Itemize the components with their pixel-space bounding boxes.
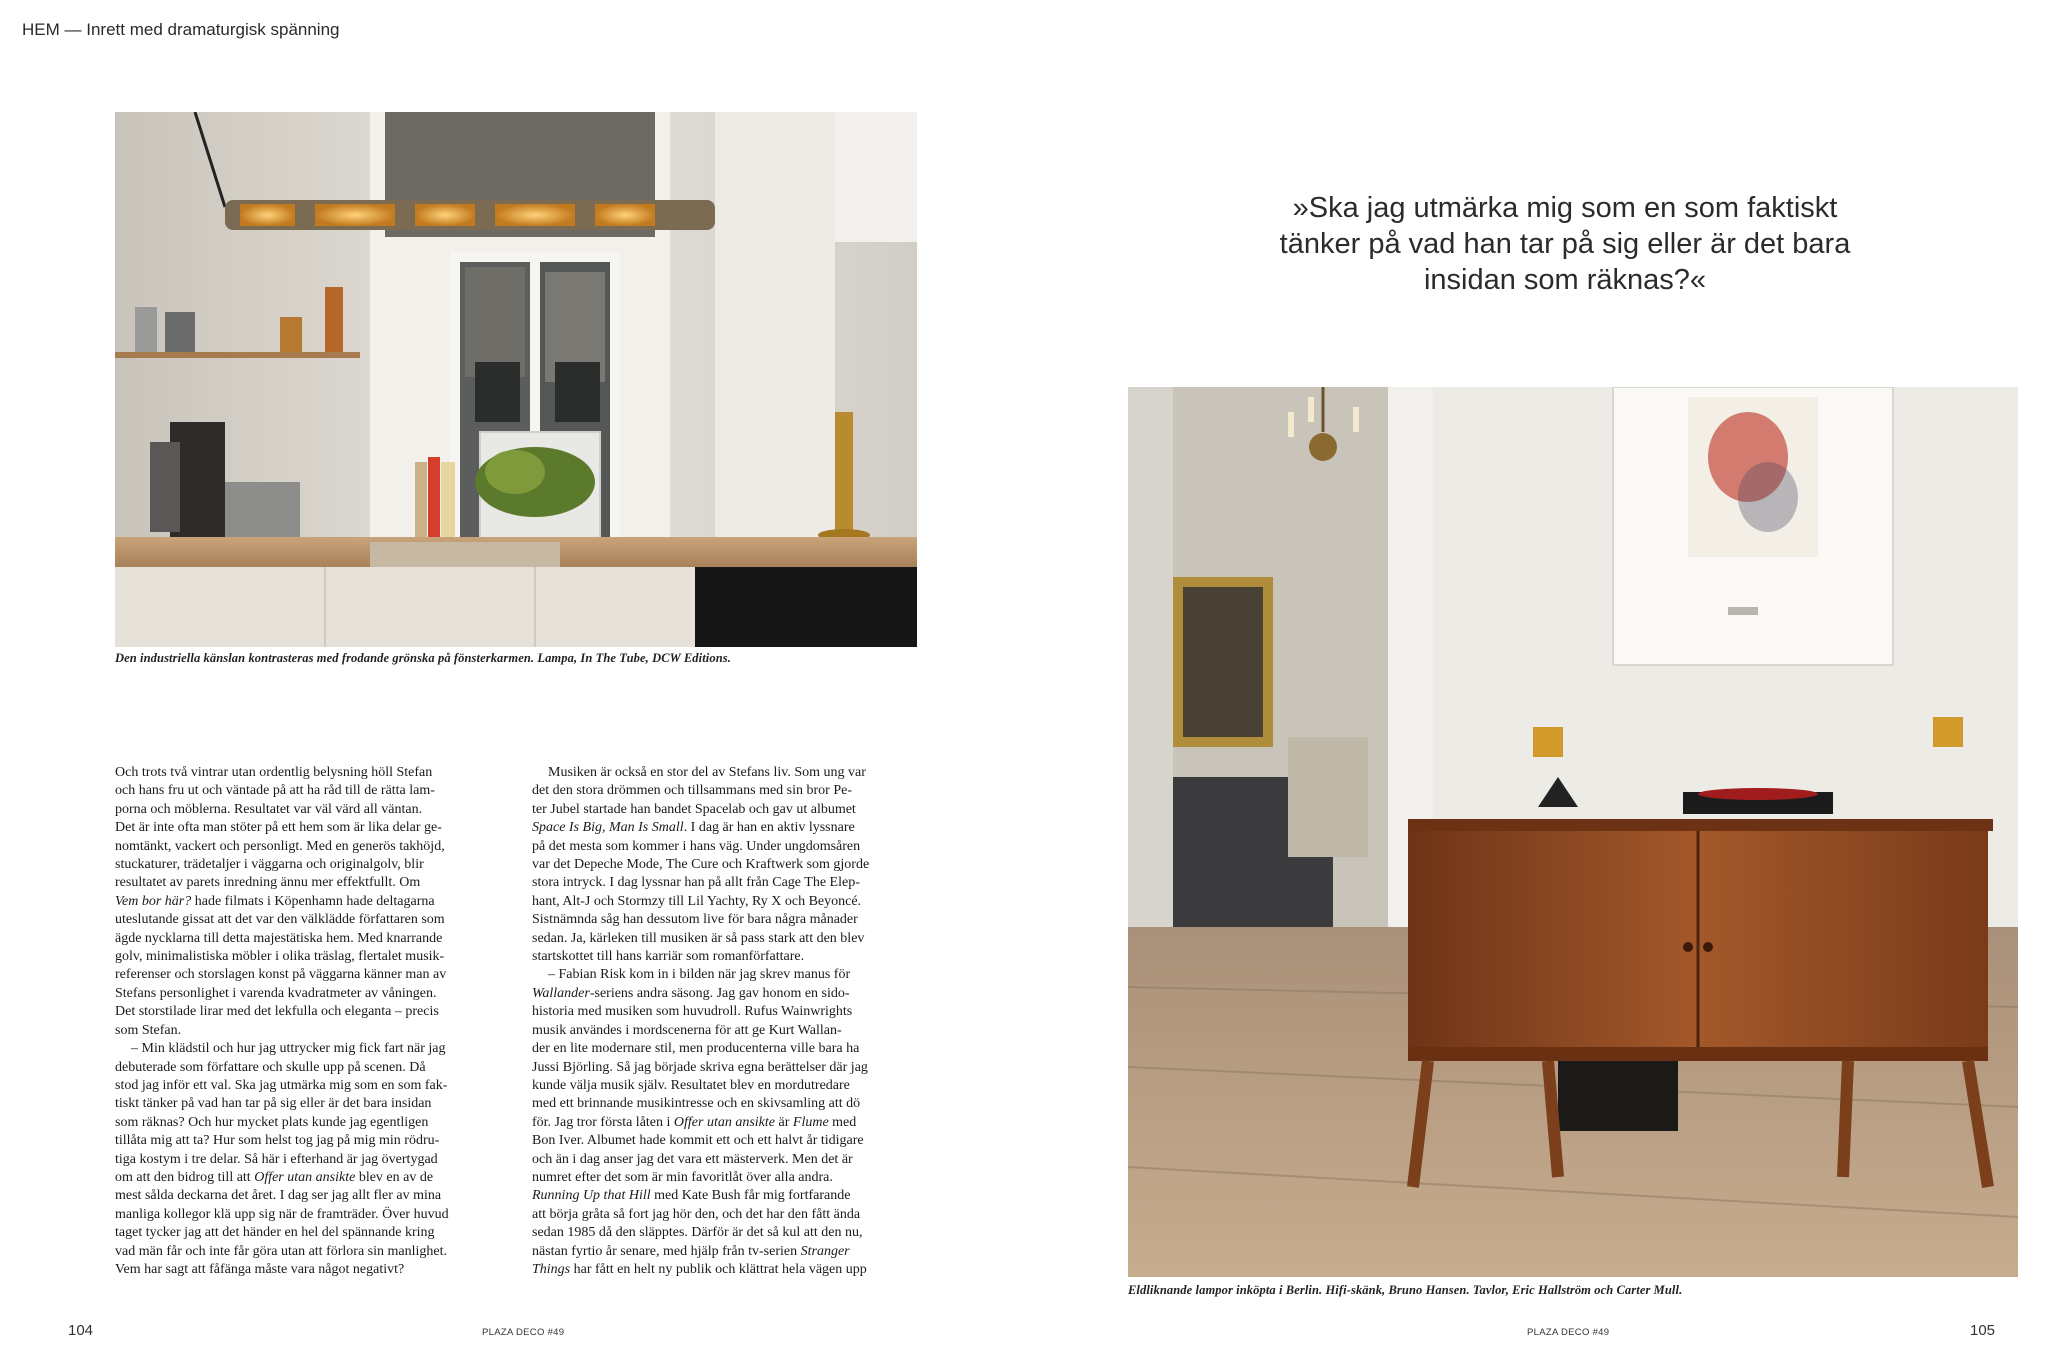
article-line: numret efter det som är min favoritlåt över alla andra. (532, 1169, 833, 1185)
article-line: Wallander-seriens andra säsong. Jag gav honom en sido- (532, 985, 850, 1001)
pull-quote-line: tänker på vad han tar på sig eller är det bara (1279, 228, 1851, 260)
kitchen-photo-caption: Den industriella känslan kontrasteras med frodande grönska på fönsterkarmen. Lampa, In The Tube, DCW Editions. (115, 651, 731, 665)
article-title: Inrett med dramaturgisk spänning (86, 20, 340, 39)
article-line: det den stora drömmen och tillsammans med sin bror Pe- (532, 783, 852, 799)
page-number-left: 104 (68, 1322, 94, 1339)
article-line: startskottet till hans karriär som romanförfattare. (532, 949, 805, 965)
article-line: Bon Iver. Albumet hade kommit ett och ett halvt år tidigare (532, 1133, 864, 1149)
article-line: och hans fru ut och väntade på att ha råd till de rätta lam- (115, 783, 435, 799)
article-line: Jussi Björling. Så jag började skriva egna berättelser där jag (532, 1059, 868, 1075)
article-line: historia med musiken som huvudroll. Rufus Wainwrights (532, 1004, 853, 1020)
article-line: var det Depeche Mode, The Cure och Kraftwerk som gjorde (532, 857, 870, 873)
article-line: nästan fyrtio år senare, med hjälp från tv-serien Stranger (532, 1243, 850, 1259)
article-line: att börja gråta så fort jag hör den, och det har den fått ända (532, 1206, 861, 1222)
article-line: Space Is Big, Man Is Small. I dag är han en aktiv lyssnare (532, 820, 855, 836)
pull-quote-line: »Ska jag utmärka mig som en som faktiskt (1292, 192, 1838, 224)
article-line: sedan. Ja, kärleken till musiken är så pass stark att den blev (532, 930, 865, 946)
article-line: – Min klädstil och hur jag uttrycker mig fick fart när jag (131, 1041, 446, 1057)
article-line: stod jag inför ett val. Ska jag utmärka mig som en som fak- (115, 1077, 448, 1093)
article-line: Things har fått en helt ny publik och klättrat hela vägen upp (532, 1261, 867, 1277)
article-line: om att den bidrog till att Offer utan ansikte blev en av de (115, 1169, 434, 1185)
article-line: tillåta mig att ta? Hur som helst tog jag på mig min rödru- (115, 1133, 440, 1149)
article-line: Och trots två vintrar utan ordentlig belysning höll Stefan (115, 765, 433, 780)
pull-quote-line: insidan som räknas?« (1423, 264, 1707, 296)
article-line: kunde välja musik själv. Resultatet blev en mordutredare (532, 1077, 850, 1093)
article-line: Vem bor här? hade filmats i Köpenhamn hade deltagarna (115, 893, 435, 909)
article-line: mest sålda deckarna det året. I dag ser jag allt fler av mina (115, 1188, 442, 1204)
article-line: som Stefan. (115, 1022, 182, 1038)
pull-quote (1180, 190, 1950, 298)
article-line: taget tycker jag att det händer en hel del spännande kring (115, 1225, 435, 1241)
article-line: manliga kollegor klä upp sig när de framträder. Över huvud (115, 1206, 449, 1222)
article-line: stora intryck. I dag lyssnar han på allt från Cage The Elep- (532, 875, 860, 891)
sideboard-photo-caption: Eldliknande lampor inköpta i Berlin. Hifi-skänk, Bruno Hansen. Tavlor, Eric Hallström och Carter Mull. (1128, 1283, 1683, 1297)
article-column-2 (532, 764, 937, 1279)
article-line: för. Jag tror första låten i Offer utan ansikte är Flume med (532, 1114, 857, 1130)
article-line: porna och möblerna. Resultatet var väl värd all väntan. (115, 801, 423, 817)
article-line: på det mesta som kommer i hans väg. Under ungdomsåren (532, 838, 861, 854)
article-line: resultatet av parets inredning ännu mer effektfullt. Om (115, 875, 421, 891)
article-line: Stefans personlighet i varenda kvadratmeter av våningen. (115, 985, 437, 1001)
article-line: stuckaturer, trädetaljer i väggarna och originalgolv, blir (115, 857, 424, 873)
article-line: och än i dag anser jag det vara ett mästerverk. Men det är (532, 1151, 853, 1167)
article-line: Vem har sagt att fåfänga måste vara något negativt? (115, 1261, 405, 1277)
article-line: Det storstilade lirar med det lekfulla och eleganta – precis (115, 1004, 439, 1020)
article-line: Musiken är också en stor del av Stefans liv. Som ung var (548, 765, 866, 780)
article-line: Det är inte ofta man stöter på ett hem som är lika delar ge- (115, 820, 442, 836)
article-line: tiga kostym i tre delar. Så här i efterhand är jag övertygad (115, 1151, 438, 1167)
magazine-footer-left: PLAZA DECO #49 (482, 1327, 565, 1338)
article-line: ter Jubel startade han bandet Spacelab och gav ut albumet (532, 801, 856, 817)
article-line: Running Up that Hill med Kate Bush får mig fortfarande (532, 1188, 851, 1204)
article-column-1 (115, 764, 515, 1279)
sideboard-photo (1128, 387, 2018, 1277)
header-separator: — (64, 20, 82, 39)
magazine-footer-right: PLAZA DECO #49 (1527, 1327, 1610, 1338)
article-line: der en lite modernare stil, men producenterna ville bara ha (532, 1041, 860, 1057)
page-number-right: 105 (1970, 1322, 1996, 1339)
section-header (22, 20, 340, 40)
article-line: debuterade som författare och skulle upp på scenen. Då (115, 1059, 426, 1075)
article-line: hant, Alt-J och Stormzy till Lil Yachty, Ry X och Beyoncé. (532, 893, 862, 909)
article-line: ägde nycklarna till detta majestätiska hem. Med knarrande (115, 930, 443, 946)
section-label: HEM (22, 20, 60, 39)
article-line: Sistnämnda såg han dessutom live för bara några månader (532, 912, 858, 928)
article-line: tiskt tänker på vad han tar på sig eller är det bara insidan (115, 1096, 432, 1112)
article-line: med ett brinnande musikintresse och en skivsamling att dö (532, 1096, 861, 1112)
article-line: vad män får och inte får göra utan att förlora sin manlighet. (115, 1243, 447, 1259)
kitchen-photo (115, 112, 917, 647)
article-line: sedan 1985 då den släpptes. Därför är det så kul att den nu, (532, 1225, 863, 1241)
article-line: referenser och storslagen konst på väggarna känner man av (115, 967, 447, 983)
article-line: golv, minimalistiska möbler i olika träslag, flertalet musik- (115, 949, 445, 965)
article-line: som räknas? Och hur mycket plats kunde jag egentligen (115, 1114, 429, 1130)
article-line: nomtänkt, vackert och personligt. Med en generös takhöjd, (115, 838, 445, 854)
article-line: uteslutande gissat att det var den välklädde författaren som (115, 912, 445, 928)
article-line: musik användes i mordscenerna för att ge Kurt Wallan- (532, 1022, 842, 1038)
article-line: – Fabian Risk kom in i bilden när jag skrev manus för (548, 967, 851, 983)
